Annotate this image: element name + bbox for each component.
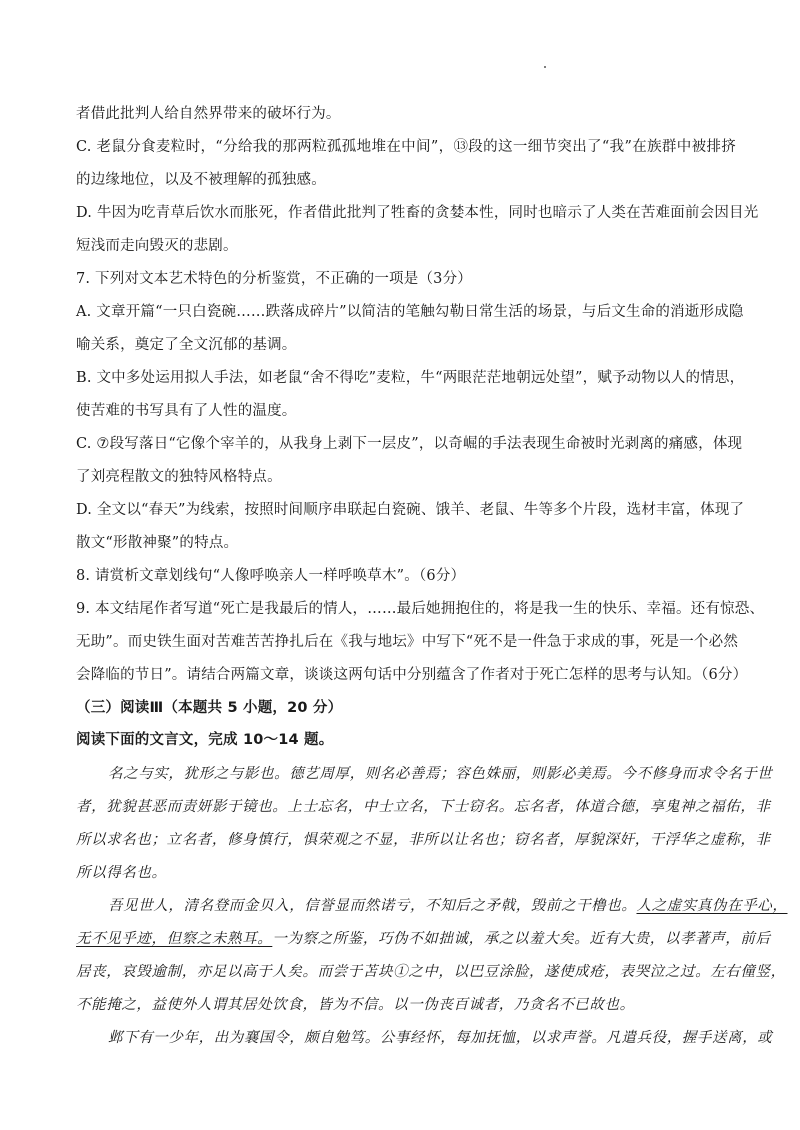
classical-text-span: 一为察之所鉴，巧伪不如拙诚，承之以羞大矣。近有大贵，以孝著声，前后 xyxy=(272,931,771,947)
q7-option-a: A. 文章开篇“一只白瓷碗……跌落成碎片”以简洁的笔触勾勒日常生活的场景，与后文生命的消逝形成隐 xyxy=(76,304,744,320)
reading-instruction: 阅读下面的文言文，完成 10～14 题。 xyxy=(76,732,334,748)
classical-text-line: 不能掩之，益使外人谓其居处饮食，皆为不信。以一伪丧百诚者，乃贪名不已故也。 xyxy=(76,997,635,1013)
question-9: 无助”。而史铁生面对苦难苦苦挣扎后在《我与地坛》中写下“死不是一件急于求成的事，死是一个必然 xyxy=(76,634,739,650)
q7-option-c: 了刘亮程散文的独特风格特点。 xyxy=(76,469,282,485)
classical-text-line: 所以得名也。 xyxy=(76,865,167,881)
q7-option-d: 散文“形散神聚”的特点。 xyxy=(76,535,239,551)
q7-option-b: B. 文中多处运用拟人手法，如老鼠“舍不得吃”麦粒，牛“两眼茫茫地朝远处望”，赋予动物以人的情思， xyxy=(76,370,745,386)
underlined-sentence: 人之虚实真伪在乎心， xyxy=(636,898,788,914)
option-d-line: D. 牛因为吃青草后饮水而胀死，作者借此批判了牲畜的贪婪本性，同时也暗示了人类在苦难面前会因目光 xyxy=(76,205,759,221)
option-d-line: 短浅而走向毁灭的悲剧。 xyxy=(76,238,238,254)
q7-option-d: D. 全文以“春天”为线索，按照时间顺序串联起白瓷碗、饿羊、老鼠、牛等多个片段，选材丰富，体现了 xyxy=(76,502,745,518)
classical-text-line: 居丧，哀毁逾制，亦足以高于人矣。而尝于苫块①之中，以巴豆涂脸，遂使成疮，表哭泣之过。左右僮竖， xyxy=(76,964,786,980)
question-9: 9. 本文结尾作者写道“死亡是我最后的情人，……最后她拥抱住的，将是我一生的快乐、幸福。还有惊恐、 xyxy=(76,601,765,617)
q7-option-a: 喻关系，奠定了全文沉郁的基调。 xyxy=(76,337,297,353)
q7-option-c: C. ⑦段写落日“它像个宰羊的，从我身上剥下一层皮”，以奇崛的手法表现生命被时光剥离的痛感，体现 xyxy=(76,436,743,452)
classical-text-line xyxy=(108,896,788,916)
question-9: 会降临的节日”。请结合两篇文章，谈谈这两句话中分别蕴含了作者对于死亡怎样的思考与认知。（6分） xyxy=(76,667,748,683)
classical-text-span: 吾见世人，清名登而金贝入，信誉显而然诺亏，不知后之矛戟，毁前之干橹也。 xyxy=(108,898,637,914)
classical-text-line xyxy=(76,929,771,949)
classical-text-line: 名之与实，犹形之与影也。德艺周厚，则名必善焉；容色姝丽，则影必美焉。今不修身而求令名于世 xyxy=(108,766,773,782)
q7-option-b: 使苦难的书写具有了人性的温度。 xyxy=(76,403,297,419)
classical-text-line: 者，犹貌甚恶而责妍影于镜也。上士忘名，中士立名，下士窃名。忘名者，体道合德，享鬼神之福佑，非 xyxy=(76,799,771,815)
option-c-line: 的边缘地位，以及不被理解的孤独感。 xyxy=(76,172,326,188)
classical-text-line: 所以求名也；立名者，修身慎行，惧荣观之不显，非所以让名也；窃名者，厚貌深奸，干浮华之虚称，非 xyxy=(76,832,771,848)
underlined-sentence: 无不见乎迹，但察之未熟耳。 xyxy=(76,931,273,947)
section-title: （三）阅读Ⅲ（本题共 5 小题，20 分） xyxy=(76,700,343,716)
question-8: 8. 请赏析文章划线句“人像呼唤亲人一样呼唤草木”。（6分） xyxy=(76,568,466,584)
scan-speck xyxy=(544,66,546,68)
option-text-line: 者借此批判人给自然界带来的破坏行为。 xyxy=(76,106,341,122)
classical-text-line: 邺下有一少年，出为襄国令，颇自勉笃。公事经怀，每加抚恤，以求声誉。凡遣兵役，握手送离，或 xyxy=(108,1030,773,1046)
question-7: 7. 下列对文本艺术特色的分析鉴赏，不正确的一项是（3分） xyxy=(76,271,472,287)
option-c-line: C. 老鼠分食麦粒时，“分给我的那两粒孤孤地堆在中间”，⑬段的这一细节突出了“我”在族群中被排挤 xyxy=(76,139,736,155)
